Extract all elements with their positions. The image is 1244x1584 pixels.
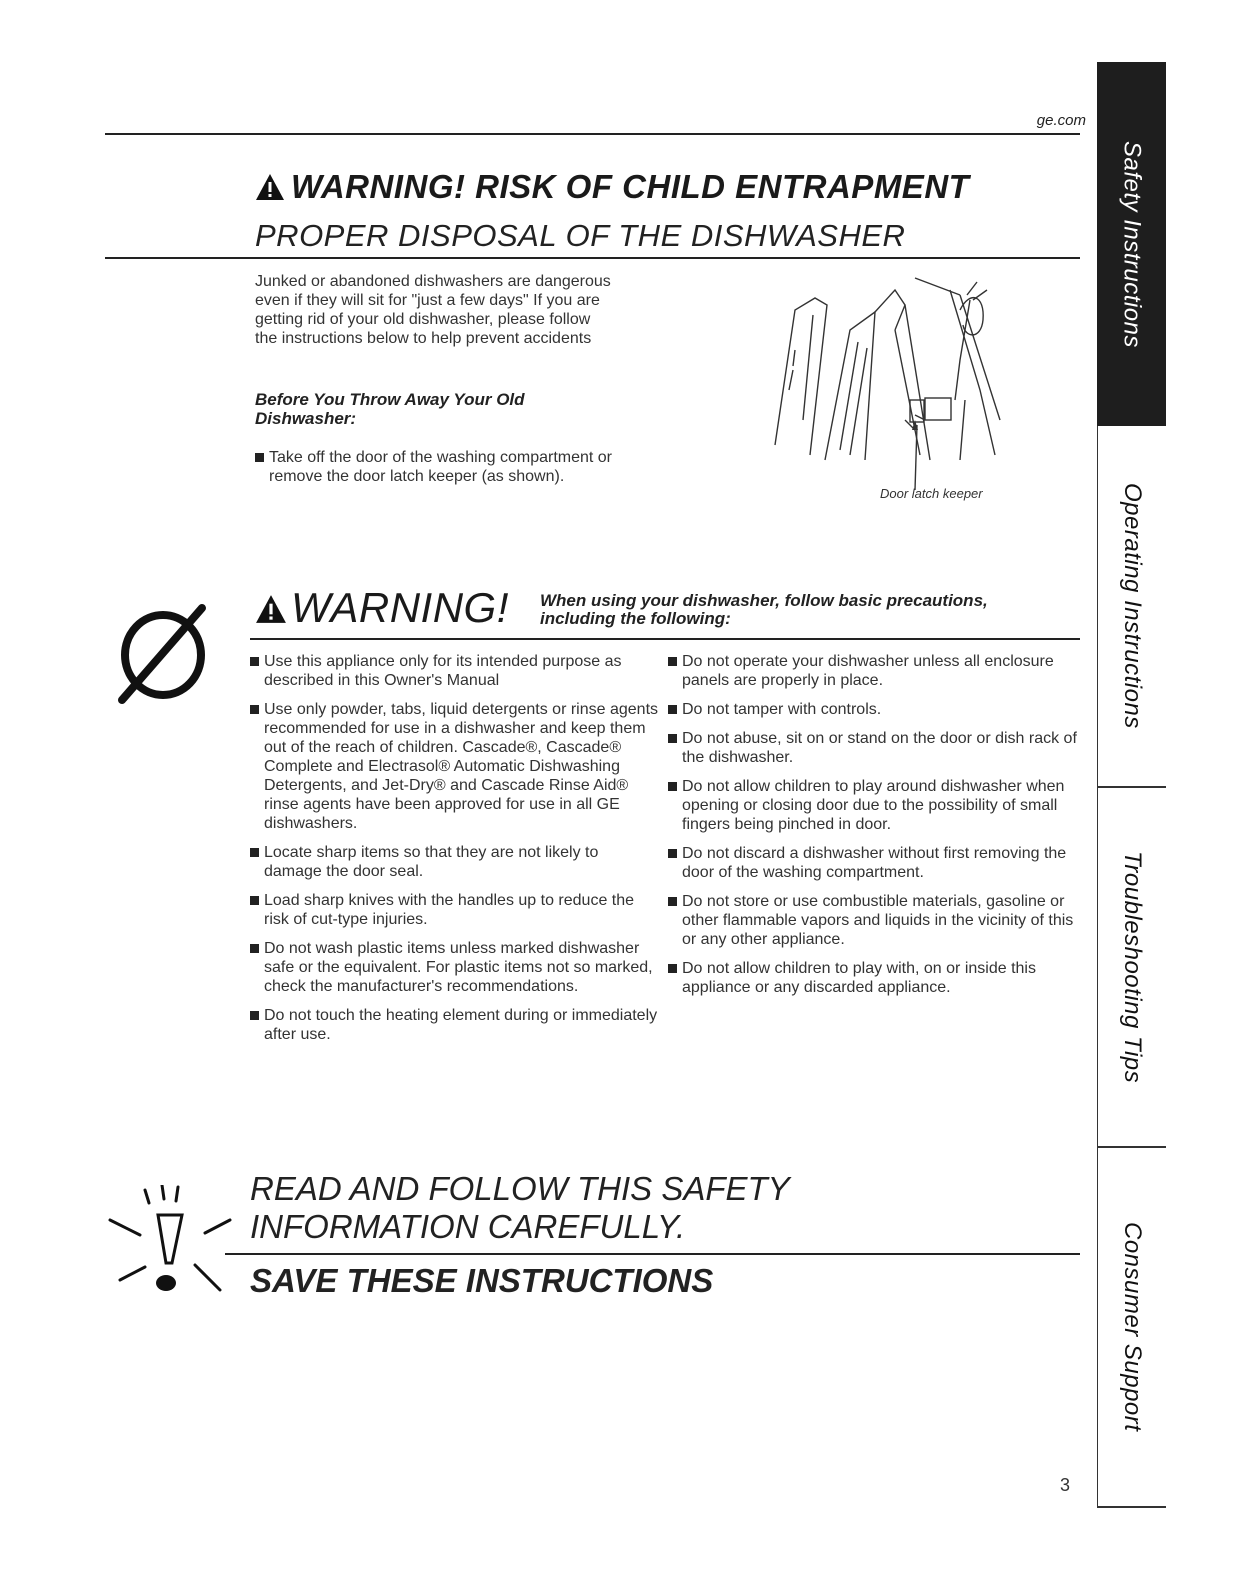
entrapment-warning-heading xyxy=(255,168,969,206)
entrapment-warning-text: WARNING! RISK OF CHILD ENTRAPMENT xyxy=(291,168,970,205)
disposal-intro: Junked or abandoned dishwashers are dangerous even if they will sit for "just a few days" If you are getting rid of your old dishwasher, please follow the instructions below to help prevent accidents xyxy=(255,273,611,347)
list-item: Use only powder, tabs, liquid detergents or rinse agents recommended for use in a dishwasher and keep them out of the reach of children. Cascade®, Cascade® Complete and Electrasol® Automatic Dishwashing Detergents, and Jet-Dry® and Cascade Rinse Aid® rinse agents have been approved for use in all GE dishwashers. xyxy=(250,700,660,833)
website-url: ge.com xyxy=(1036,112,1086,129)
footer-rule xyxy=(225,1253,1080,1255)
header-rule xyxy=(105,133,1080,135)
page-number: 3 xyxy=(1060,1475,1071,1495)
disposal-subtitle: PROPER DISPOSAL OF THE DISHWASHER xyxy=(255,218,906,253)
list-item: Do not wash plastic items unless marked dishwasher safe or the equivalent. For plastic items not so marked, check the manufacturer's recommendations. xyxy=(250,939,660,996)
tab-safety-instructions[interactable] xyxy=(1097,62,1166,426)
warning-triangle-icon xyxy=(255,594,287,624)
list-item: Do not operate your dishwasher unless all enclosure panels are properly in place. xyxy=(668,652,1088,690)
read-follow-heading: READ AND FOLLOW THIS SAFETY INFORMATION CAREFULLY. xyxy=(250,1170,790,1245)
list-item: Use this appliance only for its intended purpose as described in this Owner's Manual xyxy=(250,652,660,690)
precautions-left-column xyxy=(250,652,660,1054)
tab-divider xyxy=(1097,1506,1166,1508)
list-item: Locate sharp items so that they are not likely to damage the door seal. xyxy=(250,843,660,881)
save-instructions-heading: SAVE THESE INSTRUCTIONS xyxy=(250,1262,714,1299)
precaution-intro: When using your dishwasher, follow basic precautions, including the following: xyxy=(540,591,988,628)
before-throw-away-heading: Before You Throw Away Your Old Dishwasher: xyxy=(255,390,525,428)
list-item: Do not allow children to play around dishwasher when opening or closing door due to the possibility of small fingers being pinched in door. xyxy=(668,777,1088,834)
figure-caption: Door latch keeper xyxy=(880,486,983,501)
list-item: Do not abuse, sit on or stand on the door or dish rack of the dishwasher. xyxy=(668,729,1088,767)
prohibition-icon xyxy=(110,600,220,710)
list-item: Do not discard a dishwasher without first removing the door of the washing compartment. xyxy=(668,844,1088,882)
list-item: Load sharp knives with the handles up to reduce the risk of cut-type injuries. xyxy=(250,891,660,929)
tab-consumer-label: Consumer Support xyxy=(1119,1222,1146,1432)
remove-door-bullet: Take off the door of the washing compartment or remove the door latch keeper (as shown). xyxy=(255,448,655,486)
list-item: Do not touch the heating element during or immediately after use. xyxy=(250,1006,660,1044)
door-latch-illustration xyxy=(755,270,1015,510)
subtitle-rule xyxy=(105,257,1080,259)
tab-troubleshooting-label: Troubleshooting Tips xyxy=(1119,850,1146,1084)
list-item: Do not store or use combustible materials, gasoline or other flammable vapors and liquids in the vicinity of this or any other appliance. xyxy=(668,892,1088,949)
tab-consumer-support[interactable] xyxy=(1097,1148,1166,1506)
general-warning-text: WARNING! xyxy=(291,584,509,631)
warning-rule xyxy=(250,638,1080,640)
general-warning-heading xyxy=(255,584,509,632)
tab-operating-instructions[interactable] xyxy=(1097,426,1166,786)
lightbulb-icon xyxy=(100,1185,240,1310)
list-item: Do not tamper with controls. xyxy=(668,700,1088,719)
tab-safety-label: Safety Instructions xyxy=(1118,140,1146,348)
warning-triangle-icon xyxy=(255,173,285,201)
precautions-right-column xyxy=(668,652,1088,1007)
list-item: Do not allow children to play with, on or inside this appliance or any discarded appliance. xyxy=(668,959,1088,997)
tab-troubleshooting-tips[interactable] xyxy=(1097,788,1166,1146)
tab-operating-label: Operating Instructions xyxy=(1119,483,1146,729)
